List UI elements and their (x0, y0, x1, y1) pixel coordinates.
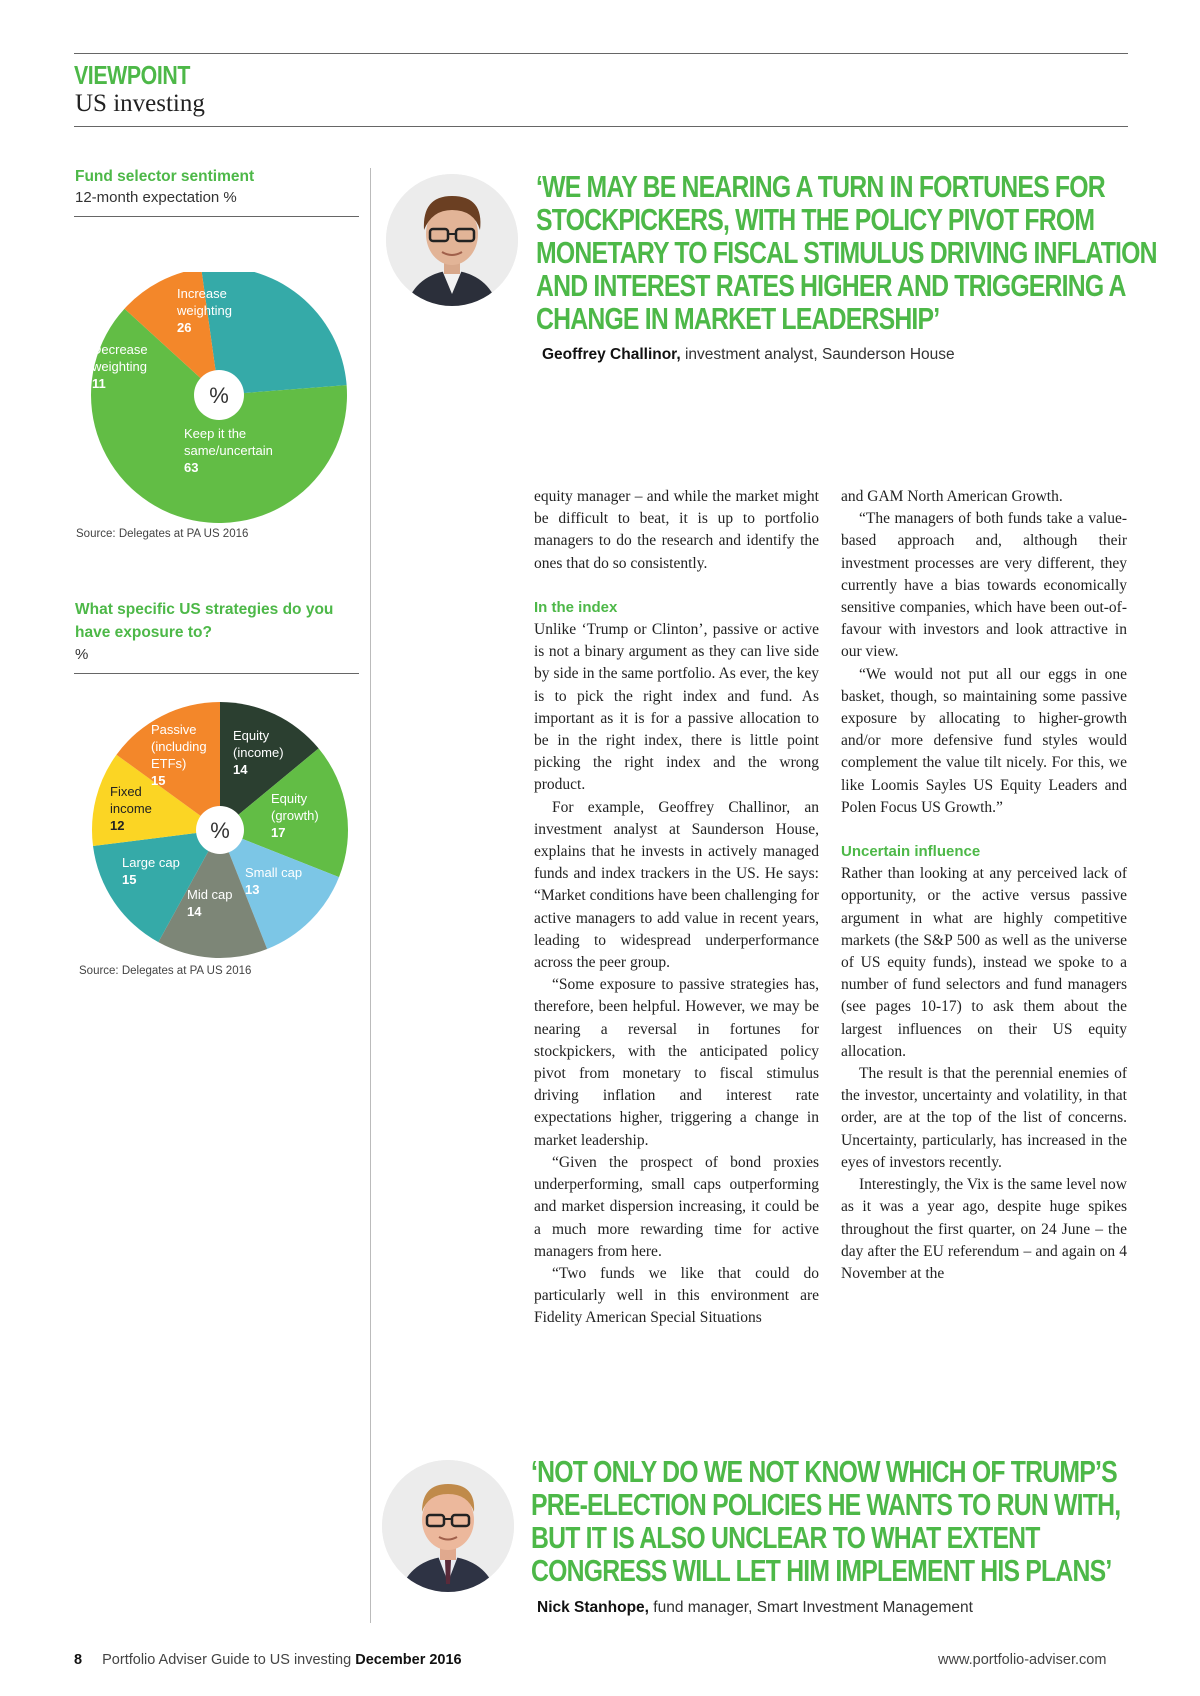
pie-label-equity-income: Equity (233, 728, 270, 743)
chart1-source: Source: Delegates at PA US 2016 (76, 528, 249, 540)
article-column-2 (841, 486, 1127, 1285)
chart1-pie (84, 272, 356, 530)
pie-label-decrease: weighting (92, 359, 147, 374)
chart2-title-line1: What specific US strategies do you (75, 601, 334, 618)
pie-value-equity-income: 14 (233, 762, 248, 777)
quote1-role: investment analyst, Saunderson House (684, 346, 955, 363)
chart2-subtitle: % (75, 646, 89, 663)
chart1-subtitle: 12-month expectation % (75, 189, 237, 206)
pie-center-label: % (209, 383, 229, 408)
pie-label-large-cap: Large cap (122, 855, 180, 870)
person-icon (382, 1460, 514, 1592)
subheading-uncertain-influence: Uncertain influence (841, 843, 981, 861)
paragraph: Unlike ‘Trump or Clinton’, passive or active is not a binary argument as they can live side by side in the same portfolio. As ever, the key is to pick the right index and fund. As important as it is for a passive allocation to be in the right index, there is little point picking the right index and the wrong product. (534, 621, 819, 794)
pie-center-label: % (210, 818, 230, 843)
nick-stanhope-photo (382, 1460, 514, 1592)
chart2-pie (80, 690, 360, 970)
quote1-attribution (542, 346, 955, 364)
pie-label-small-cap: Small cap (245, 865, 303, 880)
paragraph: “Given the prospect of bond proxies underperforming, small caps outperforming and market dispersion increasing, it could be a much more rewarding time for active managers from here. (534, 1153, 819, 1260)
pie-value-passive: 15 (151, 773, 166, 788)
pie-value-large-cap: 15 (122, 872, 137, 887)
pie-label-fixed-income: income (110, 801, 152, 816)
column-divider (370, 168, 371, 1623)
pie-label-mid-cap: Mid cap (187, 887, 233, 902)
pie-label-increase: weighting (177, 303, 232, 318)
pie-label-equity-growth: Equity (271, 791, 308, 806)
pie-label-keep: same/uncertain (184, 443, 273, 458)
pie-label-passive: Passive (151, 722, 197, 737)
website-url: www.portfolio-adviser.com (938, 1652, 1107, 1668)
chart1-rule (74, 216, 359, 217)
pie-value-decrease: 11 (92, 376, 106, 391)
pie-value-increase: 26 (177, 320, 192, 335)
chart2-rule (74, 673, 359, 674)
paragraph: “We would not put all our eggs in one basket, though, so maintaining some passive exposure by allocating to higher-growth and/or more defensive fund styles would complement the value tilt nicely. For this, we like Loomis Sayles US Equity Leaders and Polen Focus US Growth.” (841, 665, 1127, 816)
geoffrey-challinor-photo (386, 174, 518, 306)
publication-name: Portfolio Adviser Guide to US investing (102, 1652, 352, 1668)
paragraph: “Two funds we like that could do particularly well in this environment are Fidelity American Special Situations (534, 1264, 819, 1327)
paragraph: For example, Geoffrey Challinor, an investment analyst at Saunderson House, explains that he invests in actively managed funds and index trackers in the US. He says: “Market conditions have been challenging for active managers to add value in recent years, leading to widespread underperformance across the peer group. (534, 798, 819, 972)
quote2-attribution (537, 1599, 973, 1617)
pie-value-fixed-income: 12 (110, 818, 125, 833)
top-rule (74, 53, 1128, 54)
pie-label-passive: (including (151, 739, 207, 754)
footer (74, 1652, 462, 1668)
pie-label-decrease: Decrease (92, 342, 148, 357)
pie-value-mid-cap: 14 (187, 904, 202, 919)
quote1-name: Geoffrey Challinor, (542, 346, 681, 363)
paragraph: “The managers of both funds take a value-based approach and, although their investment processes are very different, they currently have a bias towards economically sensitive companies, which have been out-of-favour with investors and look attractive in our view. (841, 510, 1127, 661)
paragraph: Interestingly, the Vix is the same level now as it was a year ago, despite huge spikes throughout the first quarter, on 24 June – the day after the EU referendum – and again on 4 November at the (841, 1176, 1127, 1282)
issue-date: December 2016 (355, 1652, 462, 1668)
paragraph: Rather than looking at any perceived lack of opportunity, or the active versus passive argument in what are highly competitive markets (the S&P 500 as well as the universe of US equity funds), instead we spoke to a number of fund selectors and fund managers (see pages 10-17) to ask them about the largest influences on their US equity allocation. (841, 865, 1127, 1060)
paragraph: The result is that the perennial enemies of the investor, uncertainty and volatility, in that order, are at the top of the list of concerns. Uncertainty, particularly, has increased in the eyes of investors recently. (841, 1065, 1127, 1171)
pie-label-passive: ETFs) (151, 756, 187, 771)
pie-value-keep: 63 (184, 460, 199, 475)
paragraph: equity manager – and while the market might be difficult to beat, it is up to portfolio managers to do the research and identify the ones that do so consistently. (534, 488, 819, 572)
paragraph: “Some exposure to passive strategies has, therefore, been helpful. However, we may be nearing a reversal in fortunes for stockpickers, with the anticipated policy pivot from monetary to fiscal stimulus driving inflation and interest rate expectations higher, triggering a change in market leadership. (534, 976, 819, 1149)
header-rule (74, 126, 1128, 127)
pie-value-equity-growth: 17 (271, 825, 286, 840)
pie-value-small-cap: 13 (245, 882, 260, 897)
chart2-source: Source: Delegates at PA US 2016 (79, 965, 252, 977)
person-icon (386, 174, 518, 306)
chart1-title: Fund selector sentiment (75, 168, 255, 185)
paragraph: and GAM North American Growth. (841, 488, 1063, 505)
pie-label-keep: Keep it the (184, 426, 247, 441)
article-column-1 (534, 486, 819, 1330)
chart2-title-line2: have exposure to? (75, 624, 212, 641)
quote2-text: ‘NOT ONLY DO WE NOT KNOW WHICH OF TRUMP’S PRE-ELECTION POLICIES HE WANTS TO RUN WITH, BUT IT IS ALSO UNCLEAR TO WHAT EXTENT CONGRESS WILL LET HIM IMPLEMENT HIS PLANS’ (531, 1454, 1121, 1588)
pie-label-equity-growth: (growth) (271, 808, 319, 823)
page-number: 8 (74, 1652, 83, 1668)
subheading-in-the-index: In the index (534, 598, 618, 616)
section-kicker: VIEWPOINT (74, 60, 190, 90)
section-title: US investing (75, 90, 205, 117)
quote2-name: Nick Stanhope, (537, 1599, 649, 1616)
pie-label-increase: Increase (177, 286, 227, 301)
quote2-role: fund manager, Smart Investment Management (653, 1599, 973, 1616)
quote1-text: ‘WE MAY BE NEARING A TURN IN FORTUNES FOR STOCKPICKERS, WITH THE POLICY PIVOT FROM MONETARY TO FISCAL STIMULUS DRIVING INFLATION AND INTEREST RATES HIGHER AND TRIGGERING A CHANGE IN MARKET LEADERSHIP’ (536, 169, 1157, 336)
pie-label-equity-income: (income) (233, 745, 284, 760)
pie-label-fixed-income: Fixed (110, 784, 142, 799)
